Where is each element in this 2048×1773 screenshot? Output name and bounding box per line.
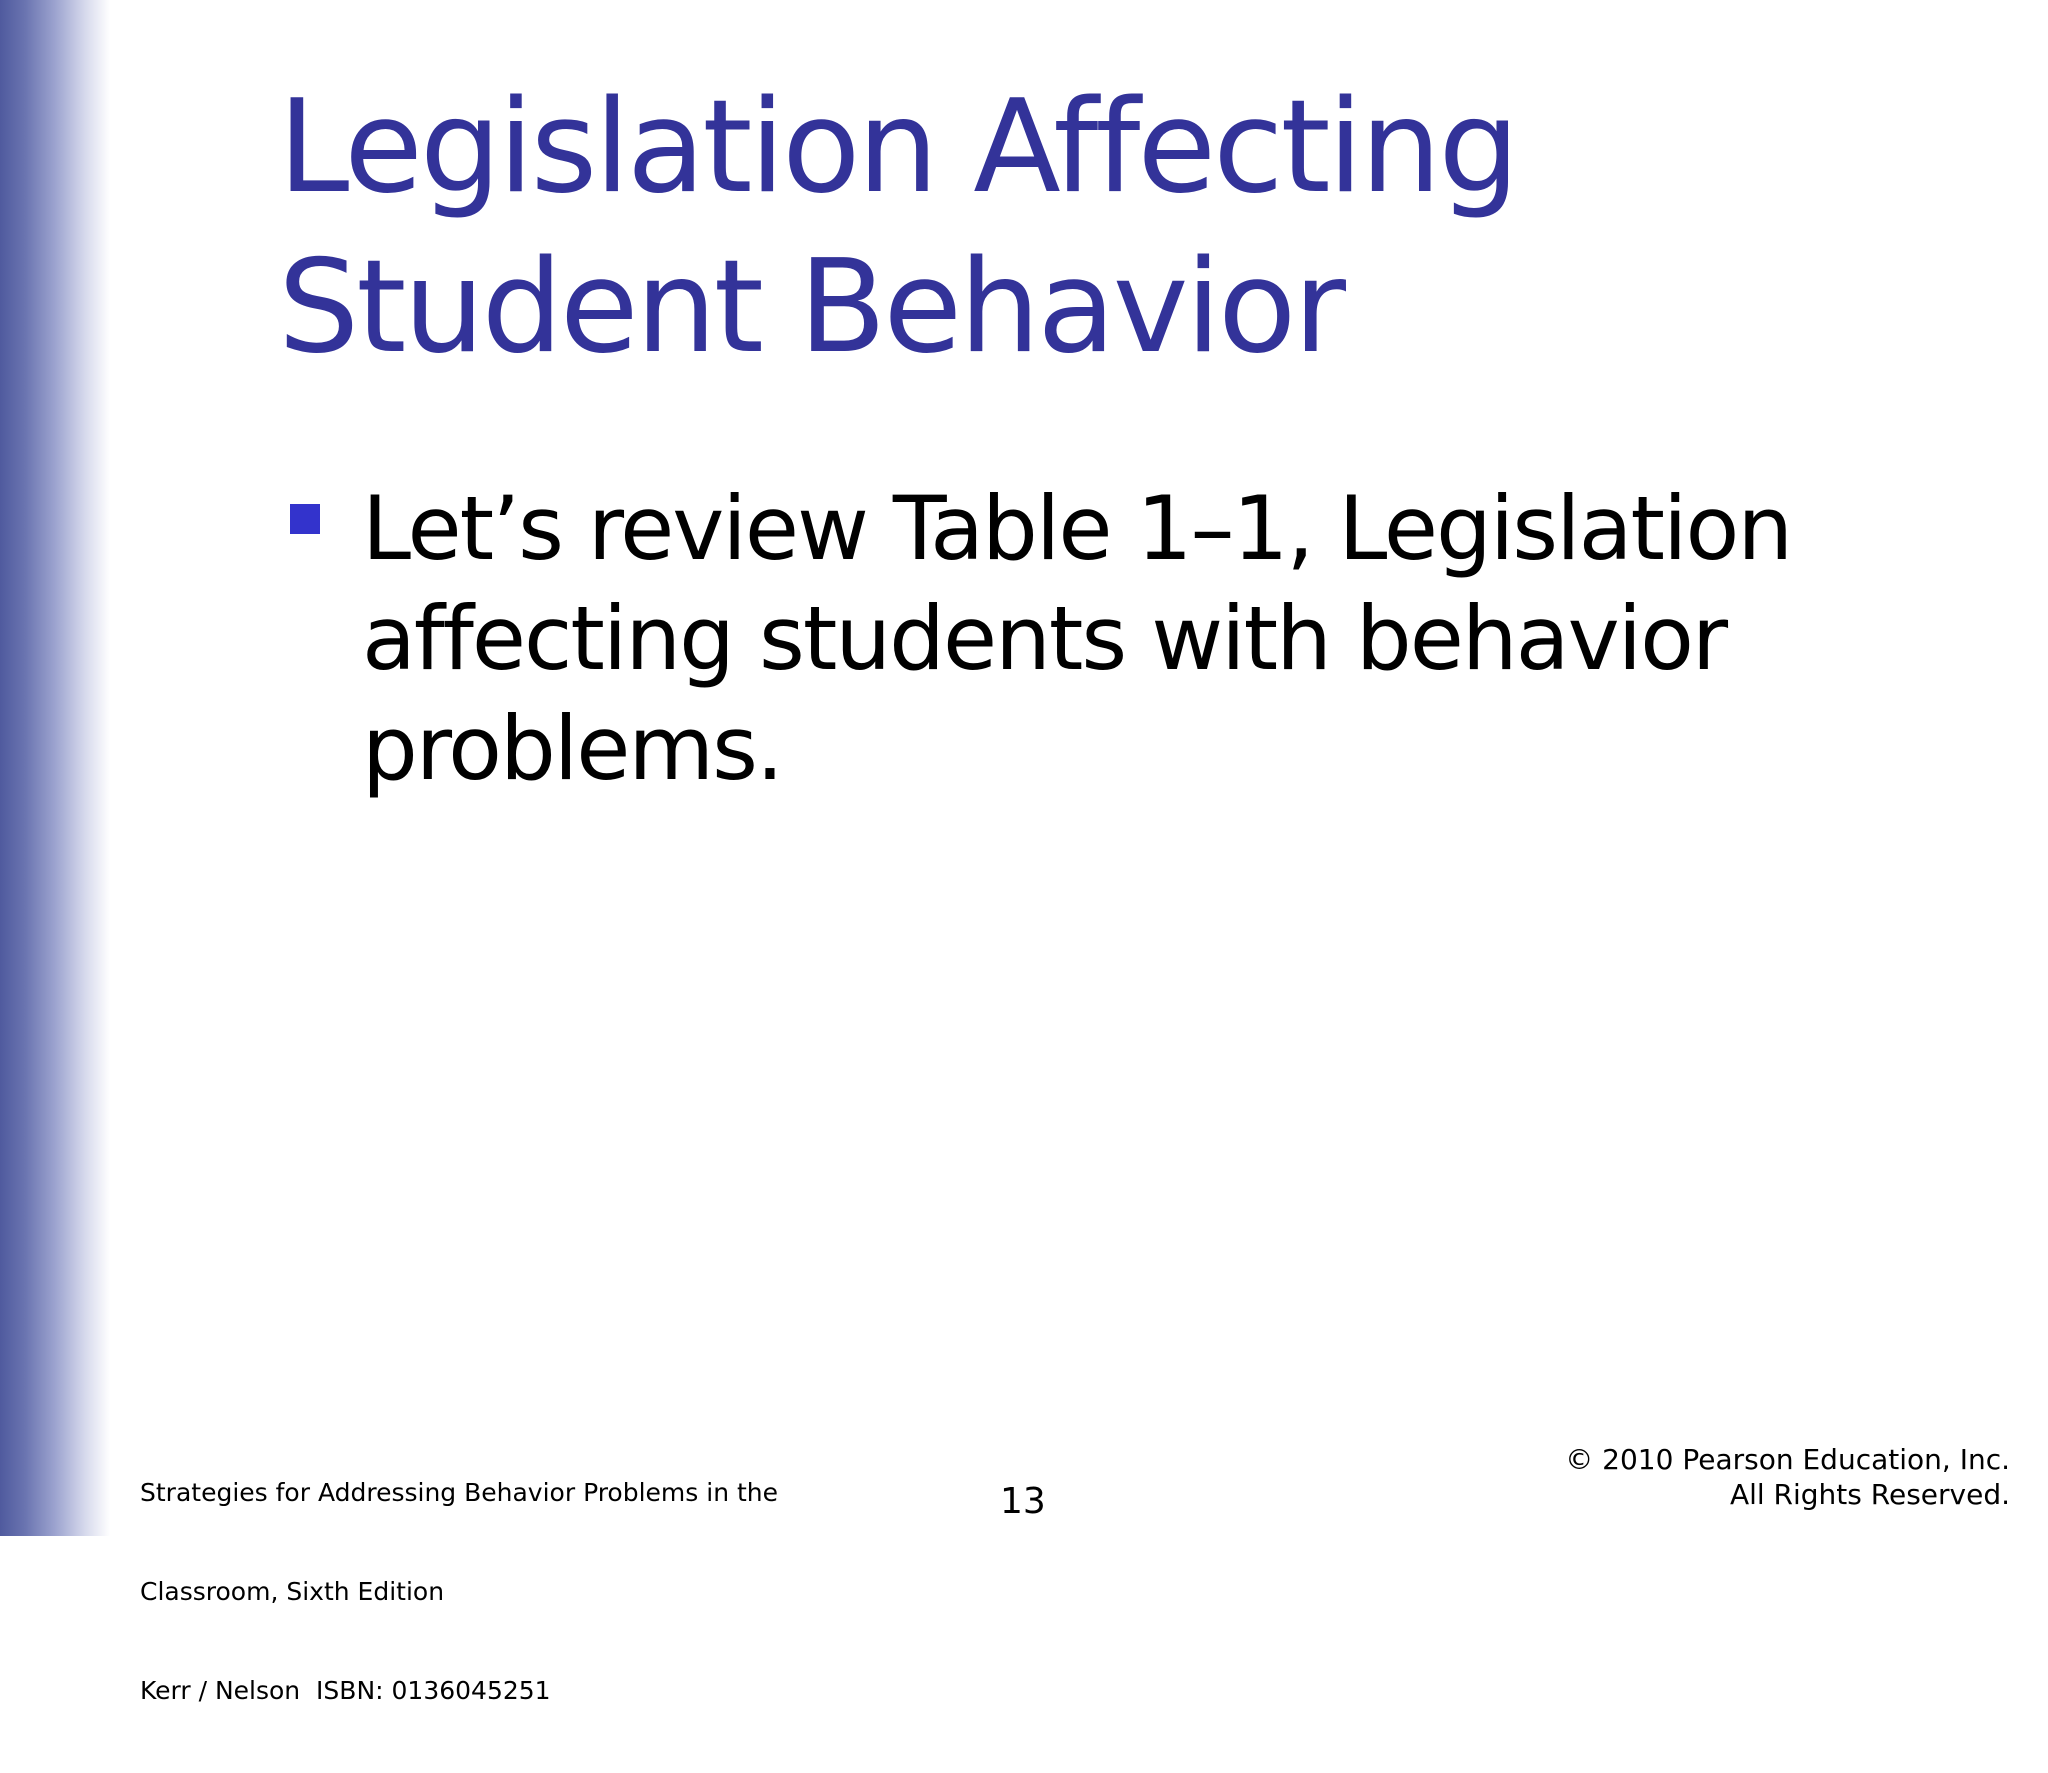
footer-right-line: All Rights Reserved. [1729, 1478, 2010, 1511]
footer-book-info [140, 1410, 778, 1773]
slide-title-line: Student Behavior [278, 233, 1343, 382]
bullet-text-line: Let’s review Table 1–1, Legislation [362, 477, 1792, 580]
square-bullet-icon [290, 504, 320, 534]
bullet-text [362, 474, 1982, 804]
footer-left-line: Classroom, Sixth Edition [140, 1577, 445, 1606]
slide-title [278, 68, 1978, 388]
footer-left-line: Strategies for Addressing Behavior Problems in the [140, 1478, 779, 1507]
bullet-text-line: problems. [362, 697, 782, 800]
page-number: 13 [1000, 1481, 1046, 1522]
footer-left-line: Kerr / Nelson ISBN: 0136045251 [140, 1676, 551, 1705]
slide-title-line: Legislation Affecting [278, 73, 1517, 222]
footer-right-line: © 2010 Pearson Education, Inc. [1565, 1443, 2010, 1476]
bullet-text-line: affecting students with behavior [362, 587, 1727, 690]
left-gradient-band [0, 0, 110, 1536]
footer-copyright [1565, 1442, 2010, 1512]
